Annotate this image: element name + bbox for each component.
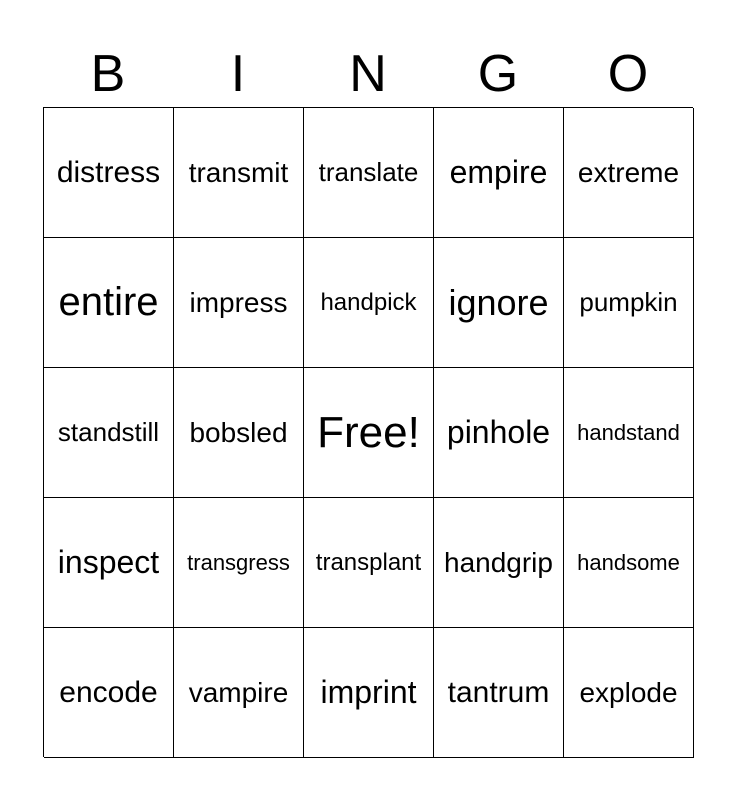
bingo-cell[interactable]: tantrum [434,628,564,758]
bingo-cell[interactable]: distress [44,108,174,238]
bingo-cell[interactable]: impress [174,238,304,368]
header-letter-b: B [90,45,126,103]
bingo-cell[interactable]: ignore [434,238,564,368]
bingo-cell[interactable]: handsome [564,498,694,628]
bingo-cell[interactable]: inspect [44,498,174,628]
header-letter-n: N [349,45,387,103]
bingo-header [43,40,693,108]
free-space-cell[interactable]: Free! [304,368,434,498]
bingo-cell[interactable]: imprint [304,628,434,758]
bingo-cell[interactable]: transgress [174,498,304,628]
bingo-cell[interactable]: handstand [564,368,694,498]
bingo-cell[interactable]: explode [564,628,694,758]
bingo-cell[interactable]: bobsled [174,368,304,498]
bingo-board [43,107,693,757]
bingo-cell[interactable]: handgrip [434,498,564,628]
bingo-cell[interactable]: translate [304,108,434,238]
bingo-cell[interactable]: transmit [174,108,304,238]
bingo-cell[interactable]: vampire [174,628,304,758]
bingo-cell[interactable]: transplant [304,498,434,628]
bingo-cell[interactable]: pinhole [434,368,564,498]
header-letter-g: G [477,45,519,103]
bingo-cell[interactable]: encode [44,628,174,758]
bingo-cell[interactable]: empire [434,108,564,238]
bingo-cell[interactable]: handpick [304,238,434,368]
header-letter-i: I [230,45,246,103]
bingo-cell[interactable]: extreme [564,108,694,238]
bingo-cell[interactable]: standstill [44,368,174,498]
header-letter-o: O [607,45,649,103]
bingo-cell[interactable]: entire [44,238,174,368]
bingo-cell[interactable]: pumpkin [564,238,694,368]
